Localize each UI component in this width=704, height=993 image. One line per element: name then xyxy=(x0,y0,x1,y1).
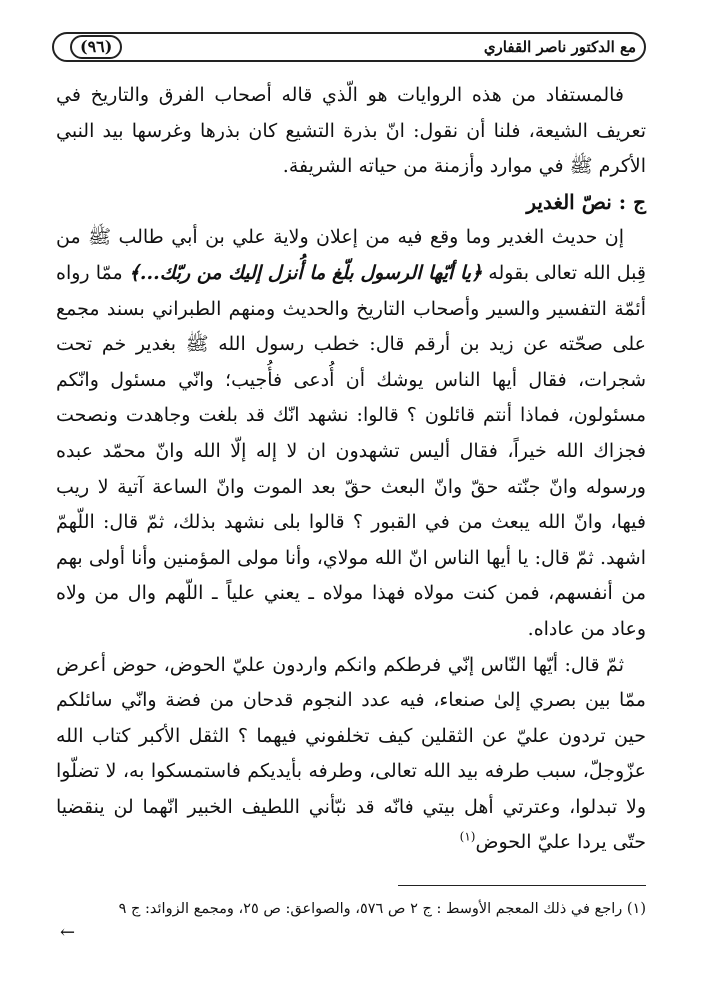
section-heading: ج : نصّ الغدير xyxy=(526,189,646,214)
running-header xyxy=(52,32,646,62)
paragraph-ghadir-start: إن حديث الغدير وما وقع فيه من إعلان ولاية علي بن أبي طالب ﷺ من قِبل الله تعالى بقوله xyxy=(56,226,646,284)
paragraph-ghadir-rest: ممّا رواه أئمّة التفسير والسير وأصحاب التاريخ والحديث ومنهم الطبراني بسند مجمع على صحّته عن زيد بن أرقم قال: خطب رسول الله ﷺ بغدير خم تحت شجرات، فقال أيها الناس يوشك أن أُدعى فأُجيب؛ وانّي مسئول وانّكم مسئولون، فماذا أنتم قائلون ؟ قالوا: نشهد انّك قد بلغت وجاهدت ونصحت فجزاك الله خيراً، فقال أليس تشهدون ان لا إله إلّا الله وانّ محمّد عبده ورسوله وانّ جنّته حقّ وانّ البعث حقّ بعد الموت وانّ الساعة آتية لا ريب فيها، وانّ الله يبعث من في القبور ؟ قالوا بلى نشهد بذلك، ثمّ قال: اللّهمّ اشهد. ثمّ قال: يا أيها الناس انّ الله مولاي، وأنا مولى المؤمنين وأنا أولى بهم من أنفسهم، فمن كنت مولاه فهذا مولاه ـ يعني علياً ـ اللّهم وال من ولاه وعاد من عاداه. xyxy=(56,261,646,640)
continue-arrow-icon: ← xyxy=(60,922,76,943)
body-text xyxy=(56,78,646,861)
paragraph-intro: فالمستفاد من هذه الروايات هو الّذي قاله أصحاب الفرق والتاريخ في تعريف الشيعة، فلنا أن نقول: انّ بذرة التشيع كان بذرها وغرسها بيد النبي الأكرم ﷺ في موارد وأزمنة من حياته الشريفة. xyxy=(56,84,646,178)
paragraph-thaqalayn xyxy=(56,648,646,862)
quran-verse: ﴿يا أيّها الرسول بلّغ ما أُنزل إليك من ربّك...﴾ xyxy=(128,261,483,284)
page-number: (٩٦) xyxy=(70,35,122,59)
paragraph-ghadir xyxy=(56,220,646,647)
paragraph-thaqalayn-text: ثمّ قال: أيّها النّاس إنّي فرطكم وانكم واردون عليّ الحوض، حوض أعرض ممّا بين بصري إلىٰ صنعاء، فيه عدد النجوم قدحان من فضة وانّي سائلكم حين تردون عليّ عن الثقلين كيف تخلفوني فيهما ؟ الثقل الأكبر كتاب الله عزّوجلّ، سبب طرفه بيد الله تعالى، وطرفه بأيديكم فاستمسكوا به، لا تضلّوا ولا تبدلوا، وعترتي أهل بيتي فانّه قد نبّأني اللطيف الخبير انّهما لن ينقضيا حتّى يردا عليّ الحوض xyxy=(56,653,646,854)
footnote-ref: (١) xyxy=(459,830,476,845)
footnote-divider xyxy=(398,885,646,886)
header-title: مع الدكتور ناصر القفاري xyxy=(483,38,636,56)
footnote: (١) راجع في ذلك المعجم الأوسط : ج ٢ ص ٥٧٦، والصواعق: ص ٢٥، ومجمع الزوائد: ج ٩ xyxy=(118,901,646,917)
